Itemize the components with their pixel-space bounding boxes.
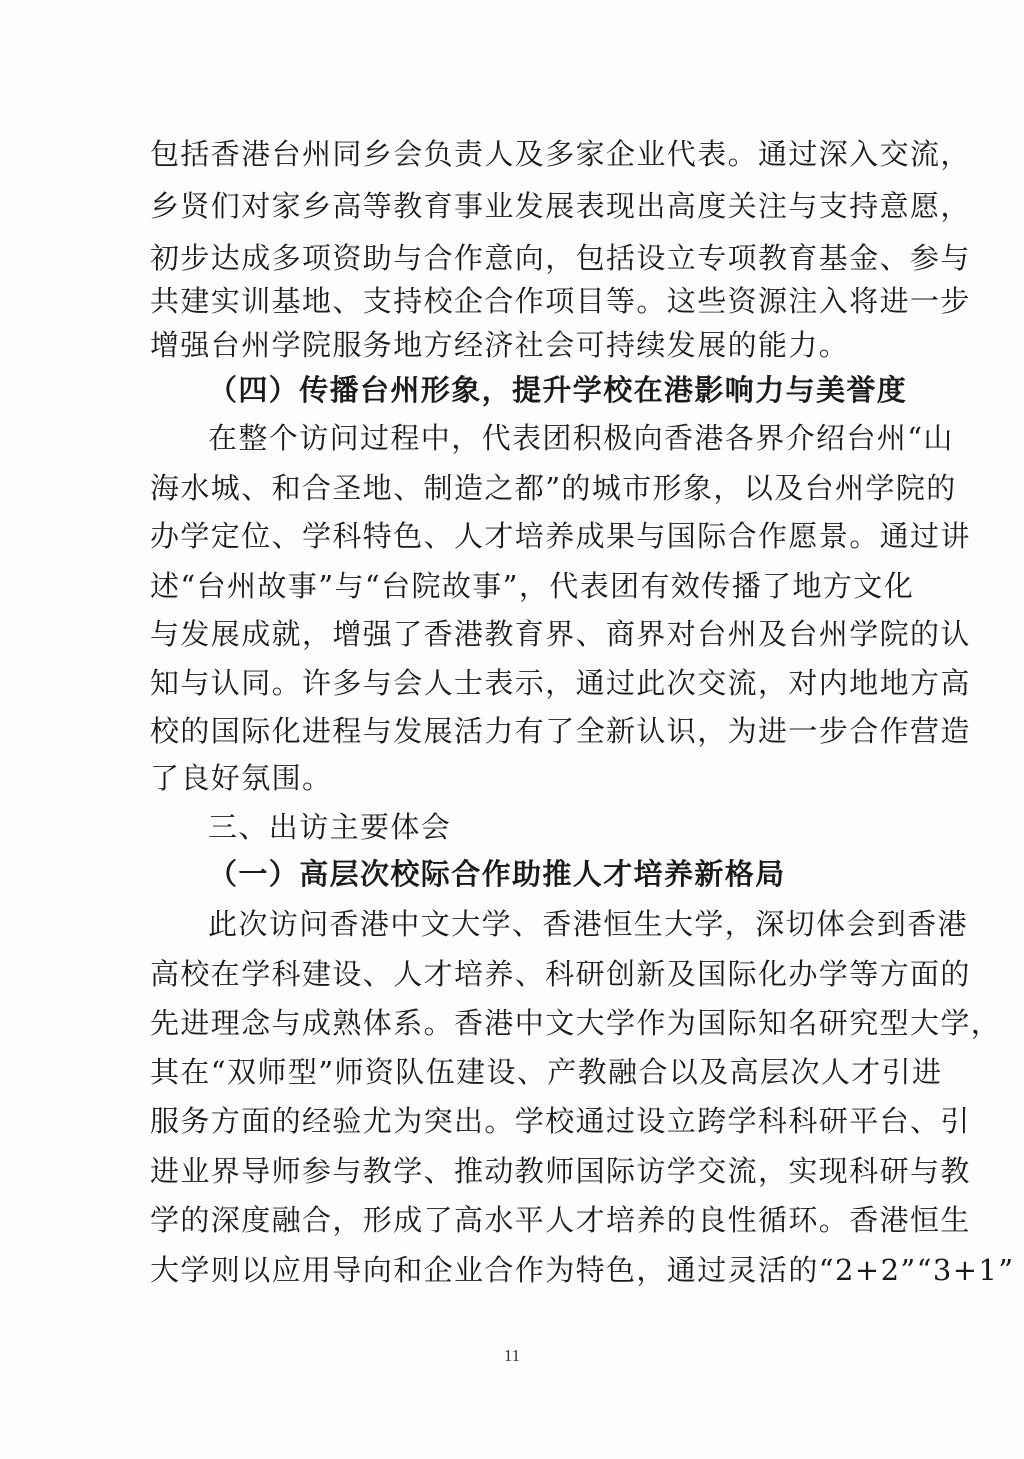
chapter-heading: 三、出访主要体会 [208, 810, 452, 844]
body-text-line: 学的深度融合，形成了高水平人才培养的良性循环。香港恒生 [150, 1203, 971, 1237]
body-text-line: 知与认同。许多与会人士表示，通过此次交流，对内地地方高 [150, 666, 971, 700]
body-text-line: 共建实训基地、支持校企合作项目等。这些资源注入将进一步 [150, 284, 971, 318]
body-text-line: 办学定位、学科特色、人才培养成果与国际合作愿景。通过讲 [150, 519, 971, 553]
body-text-line: 其在“双师型”师资队伍建设、产教融合以及高层次人才引进 [150, 1055, 943, 1089]
body-text-line: 海水城、和合圣地、制造之都”的城市形象，以及台州学院的 [150, 471, 957, 505]
body-text-line: 在整个访问过程中，代表团积极向香港各界介绍台州“山 [208, 421, 954, 455]
body-text-line: 了良好氛围。 [150, 761, 333, 795]
section-heading: （四）传播台州形象，提升学校在港影响力与美誉度 [208, 373, 908, 407]
body-text-line: 大学则以应用导向和企业合作为特色，通过灵活的“2+2”“3+1” [150, 1253, 1015, 1287]
body-text-line: 包括香港台州同乡会负责人及多家企业代表。通过深入交流， [150, 137, 971, 171]
body-text-line: 与发展成就，增强了香港教育界、商界对台州及台州学院的认 [150, 617, 971, 651]
body-text-line: 校的国际化进程与发展活力有了全新认识，为进一步合作营造 [150, 714, 971, 748]
body-text-line: 初步达成多项资助与合作意向，包括设立专项教育基金、参与 [150, 241, 971, 275]
body-text-line: 增强台州学院服务地方经济社会可持续发展的能力。 [150, 328, 850, 362]
body-text-line: 此次访问香港中文大学、香港恒生大学，深切体会到香港 [208, 907, 969, 941]
section-heading: （一）高层次校际合作助推人才培养新格局 [208, 857, 786, 891]
body-text-line: 述“台州故事”与“台院故事”，代表团有效传播了地方文化 [150, 569, 915, 603]
body-text-line: 服务方面的经验尤为突出。学校通过设立跨学科科研平台、引 [150, 1104, 971, 1138]
body-text-line: 进业界导师参与教学、推动教师国际访学交流，实现科研与教 [150, 1154, 971, 1188]
page-number: 11 [503, 1346, 521, 1365]
body-text-line: 高校在学科建设、人才培养、科研创新及国际化办学等方面的 [150, 957, 971, 991]
body-text-line: 先进理念与成熟体系。香港中文大学作为国际知名研究型大学， [150, 1006, 1002, 1040]
body-text-line: 乡贤们对家乡高等教育事业发展表现出高度关注与支持意愿， [150, 189, 971, 223]
